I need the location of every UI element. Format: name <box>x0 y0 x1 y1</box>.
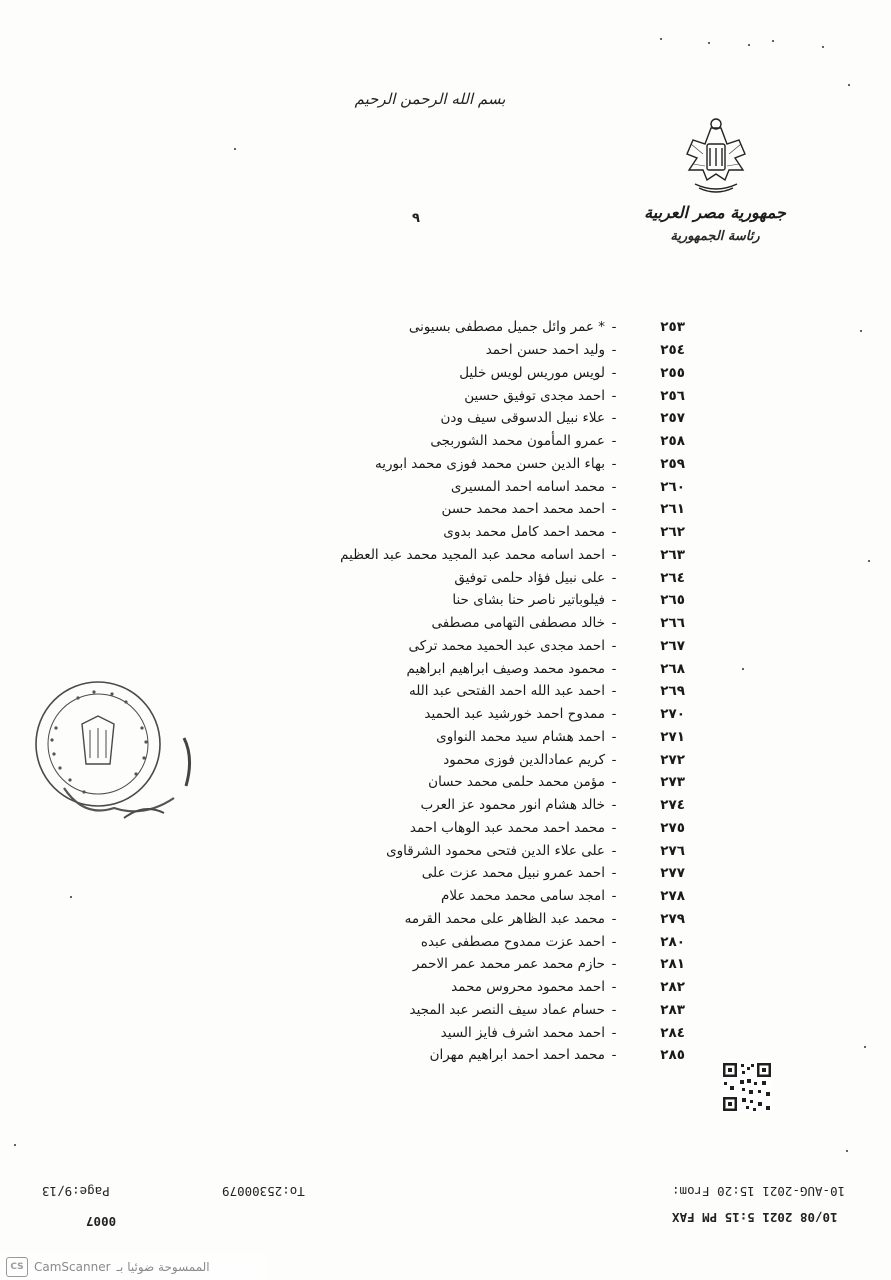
entry-number: ٢٦٨ <box>660 660 685 677</box>
entry-number: ٢٧٤ <box>660 797 685 814</box>
entry-separator: - <box>611 933 617 950</box>
entry-number: ٢٥٧ <box>660 410 685 427</box>
entry-number: ٢٦٢ <box>660 524 685 541</box>
entry-number: ٢٧٠ <box>660 706 685 723</box>
entry-name: احمد هشام سيد محمد النواوى <box>436 728 605 745</box>
list-item <box>300 930 685 953</box>
qr-code-icon <box>722 1062 772 1112</box>
entry-number: ٢٥٦ <box>660 387 685 404</box>
camscanner-brand: CamScanner <box>34 1260 111 1274</box>
list-item <box>300 1044 685 1067</box>
entry-number: ٢٦٩ <box>660 683 685 700</box>
entry-separator: - <box>611 660 617 677</box>
entry-name: خالد مصطفى التهامى مصطفى <box>431 615 605 632</box>
entry-number: ٢٦١ <box>660 501 685 518</box>
entry-number: ٢٥٤ <box>660 342 685 359</box>
list-item <box>300 498 685 521</box>
entry-number: ٢٧٨ <box>660 888 685 905</box>
entry-separator: - <box>611 842 617 859</box>
entry-number: ٢٦٦ <box>660 615 685 632</box>
entry-number: ٢٧٩ <box>660 910 685 927</box>
list-item <box>300 657 685 680</box>
camscanner-logo-icon: CS <box>6 1257 28 1277</box>
list-item <box>300 999 685 1022</box>
entry-separator: - <box>611 706 617 723</box>
fax-date-line: 10/08 2021 5:15 PM FAX <box>672 1210 838 1225</box>
entry-number: ٢٨٠ <box>660 933 685 950</box>
list-item <box>300 794 685 817</box>
country-name: جمهورية مصر العربية <box>644 203 786 222</box>
entry-number: ٢٧٣ <box>660 774 685 791</box>
entry-separator: - <box>611 1047 617 1064</box>
entry-name: فيلوباتير ناصر حنا بشاى حنا <box>452 592 605 609</box>
entry-separator: - <box>611 637 617 654</box>
entry-separator: - <box>611 546 617 563</box>
letterhead-title <box>640 200 790 248</box>
entry-name: احمد اسامه محمد عبد المجيد محمد عبد العظيم <box>340 546 605 563</box>
camscanner-caption: الممسوحة ضوئيا بـ <box>116 1260 210 1274</box>
list-item <box>300 316 685 339</box>
entry-separator: - <box>611 524 617 541</box>
entry-number: ٢٧٥ <box>660 819 685 836</box>
entry-name: احمد عزت ممدوح مصطفى عبده <box>420 933 605 950</box>
list-item <box>300 339 685 362</box>
entry-name: احمد محمد اشرف فايز السيد <box>440 1024 605 1041</box>
entry-separator: - <box>611 1001 617 1018</box>
entry-name: حازم محمد عمر محمد عمر الاحمر <box>412 956 605 973</box>
entry-name: محمد احمد محمد عبد الوهاب احمد <box>409 819 605 836</box>
entry-separator: - <box>611 956 617 973</box>
entry-name: على نبيل فؤاد حلمى توفيق <box>454 569 605 586</box>
entry-name: محمد احمد احمد ابراهيم مهران <box>429 1047 605 1064</box>
entry-separator: - <box>611 319 617 336</box>
entry-separator: - <box>611 501 617 518</box>
list-item <box>300 839 685 862</box>
entry-separator: - <box>611 592 617 609</box>
entry-separator: - <box>611 615 617 632</box>
list-item <box>300 771 685 794</box>
entry-number: ٢٥٥ <box>660 364 685 381</box>
list-item <box>300 862 685 885</box>
camscanner-watermark <box>0 1254 266 1280</box>
entry-name: بهاء الدين حسن محمد فوزى محمد ابوريه <box>374 455 605 472</box>
entry-separator: - <box>611 569 617 586</box>
entry-separator: - <box>611 1024 617 1041</box>
entry-name: احمد محمود محروس محمد <box>451 979 605 996</box>
fax-transmission-header <box>36 1178 866 1238</box>
entry-separator: - <box>611 888 617 905</box>
entry-number: ٢٥٩ <box>660 455 685 472</box>
entry-separator: - <box>611 455 617 472</box>
list-item <box>300 726 685 749</box>
entry-separator: - <box>611 364 617 381</box>
entry-name: امجد سامى محمد محمد علام <box>441 888 605 905</box>
entry-separator: - <box>611 910 617 927</box>
list-item <box>300 362 685 385</box>
list-item <box>300 475 685 498</box>
entry-name: لويس موريس لويس خليل <box>459 364 605 381</box>
entry-separator: - <box>611 751 617 768</box>
entry-number: ٢٧٦ <box>660 842 685 859</box>
entry-separator: - <box>611 433 617 450</box>
list-item <box>300 1021 685 1044</box>
list-item <box>300 453 685 476</box>
entry-number: ٢٥٣ <box>660 319 685 336</box>
list-item <box>300 407 685 430</box>
fax-page-count: Page:9/13 <box>42 1184 110 1199</box>
entry-separator: - <box>611 342 617 359</box>
entry-separator: - <box>611 979 617 996</box>
entry-separator: - <box>611 683 617 700</box>
entry-separator: - <box>611 728 617 745</box>
entry-name: محمد اسامه احمد المسيرى <box>450 478 605 495</box>
entry-name: علاء نبيل الدسوقى سيف ودن <box>440 410 605 427</box>
list-item <box>300 544 685 567</box>
list-item <box>300 430 685 453</box>
entry-name: ممدوح احمد خورشيد عبد الحميد <box>424 706 605 723</box>
entry-separator: - <box>611 478 617 495</box>
fax-sequence-number: 0007 <box>86 1214 117 1229</box>
entry-separator: - <box>611 410 617 427</box>
entry-name: على علاء الدين فتحى محمود الشرقاوى <box>386 842 605 859</box>
list-item <box>300 748 685 771</box>
entry-name: احمد مجدى توفيق حسين <box>464 387 605 404</box>
entry-separator: - <box>611 387 617 404</box>
entry-number: ٢٦٠ <box>660 478 685 495</box>
entry-number: ٢٨٤ <box>660 1024 685 1041</box>
list-item <box>300 384 685 407</box>
list-item <box>300 817 685 840</box>
entry-number: ٢٥٨ <box>660 433 685 450</box>
entry-number: ٢٦٧ <box>660 637 685 654</box>
entry-name: احمد عمرو نبيل محمد عزت على <box>421 865 605 882</box>
list-item <box>300 885 685 908</box>
list-item <box>300 953 685 976</box>
entry-name: كريم عمادالدين فوزى محمود <box>443 751 605 768</box>
entry-name: محمود محمد وصيف ابراهيم ابراهيم <box>406 660 605 677</box>
fax-to-number: To:25300079 <box>222 1184 305 1199</box>
entry-name: خالد هشام انور محمود عز العرب <box>420 797 605 814</box>
list-item <box>300 521 685 544</box>
list-item <box>300 908 685 931</box>
entry-number: ٢٦٥ <box>660 592 685 609</box>
entry-number: ٢٨٥ <box>660 1047 685 1064</box>
entry-name: * عمر وائل جميل مصطفى بسيونى <box>408 319 605 336</box>
page-number: ٩ <box>412 211 420 226</box>
entry-number: ٢٧١ <box>660 728 685 745</box>
entry-number: ٢٦٣ <box>660 546 685 563</box>
list-item <box>300 612 685 635</box>
entry-separator: - <box>611 865 617 882</box>
entry-separator: - <box>611 797 617 814</box>
eagle-emblem-icon <box>683 114 749 196</box>
entry-name: محمد احمد كامل محمد بدوى <box>443 524 605 541</box>
entry-name: وليد احمد حسن احمد <box>485 342 605 359</box>
entry-separator: - <box>611 819 617 836</box>
list-item <box>300 680 685 703</box>
entry-number: ٢٦٤ <box>660 569 685 586</box>
entry-name: احمد محمد احمد محمد حسن <box>441 501 605 518</box>
list-item <box>300 635 685 658</box>
entry-separator: - <box>611 774 617 791</box>
basmala-heading: بسم الله الرحمن الرحيم <box>354 90 506 108</box>
entry-number: ٢٧٢ <box>660 751 685 768</box>
entry-name: احمد عبد الله احمد الفتحى عبد الله <box>408 683 605 700</box>
entry-number: ٢٨٣ <box>660 1001 685 1018</box>
entry-number: ٢٨١ <box>660 956 685 973</box>
list-item <box>300 589 685 612</box>
entry-name: عمرو المأمون محمد الشوربجى <box>430 433 605 450</box>
office-name: رئاسة الجمهورية <box>670 229 760 244</box>
names-list <box>300 316 685 1067</box>
entry-name: حسام عماد سيف النصر عبد المجيد <box>409 1001 605 1018</box>
entry-name: محمد عبد الظاهر على محمد القرمه <box>404 910 605 927</box>
fax-from-timestamp: 10-AUG-2021 15:20 From: <box>672 1184 846 1199</box>
entry-number: ٢٨٢ <box>660 979 685 996</box>
entry-name: مؤمن محمد حلمى محمد حسان <box>428 774 605 791</box>
round-seal-icon <box>24 668 202 848</box>
entry-name: احمد مجدى عبد الحميد محمد تركى <box>408 637 605 654</box>
entry-number: ٢٧٧ <box>660 865 685 882</box>
list-item <box>300 703 685 726</box>
list-item <box>300 566 685 589</box>
list-item <box>300 976 685 999</box>
